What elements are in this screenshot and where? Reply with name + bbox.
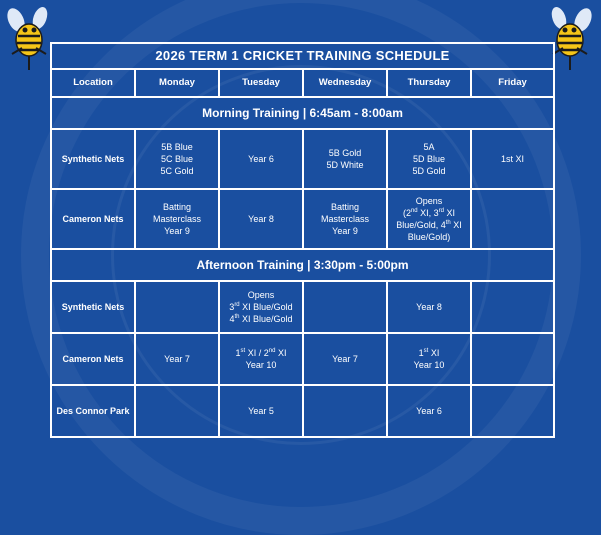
schedule-cell-thursday xyxy=(387,333,471,385)
schedule-entry: (2nd XI, 3rd XI xyxy=(402,208,456,218)
schedule-cell-tuesday xyxy=(219,189,303,249)
header-tuesday: Tuesday xyxy=(219,69,303,97)
schedule-cell-friday xyxy=(471,189,554,249)
schedule-entry: Year 9 xyxy=(164,226,190,236)
schedule-entry: 5A xyxy=(423,142,435,152)
schedule-cell-wednesday xyxy=(303,129,387,189)
schedule-cell-friday xyxy=(471,385,554,437)
schedule-cell-monday xyxy=(135,333,219,385)
table-row xyxy=(51,333,554,385)
schedule-entry: 1st XI / 2nd XI xyxy=(235,348,287,358)
schedule-entry: Year 10 xyxy=(413,360,445,370)
schedule-cell-monday xyxy=(135,129,219,189)
schedule-entry: Batting xyxy=(162,202,192,212)
schedule-entry: Year 9 xyxy=(332,226,358,236)
schedule-entry: Blue/Gold, 4th XI xyxy=(396,220,462,230)
schedule-cell-thursday xyxy=(387,129,471,189)
schedule-entry: Year 10 xyxy=(245,360,277,370)
schedule-entry: Year 6 xyxy=(416,406,442,416)
header-monday: Monday xyxy=(135,69,219,97)
schedule-entry: 1st XI xyxy=(501,154,525,164)
schedule-cell-wednesday xyxy=(303,333,387,385)
table-row xyxy=(51,281,554,333)
schedule-entry: Year 8 xyxy=(248,214,274,224)
schedule-entry: Masterclass xyxy=(320,214,369,224)
schedule-cell-thursday xyxy=(387,189,471,249)
schedule-entry: Year 7 xyxy=(332,354,358,364)
schedule-cell-friday xyxy=(471,281,554,333)
schedule-cell-monday xyxy=(135,281,219,333)
schedule-entry: 5B Blue xyxy=(161,142,193,152)
schedule-entry: 3rd XI Blue/Gold xyxy=(229,302,293,312)
schedule-cell-friday xyxy=(471,333,554,385)
header-thursday: Thursday xyxy=(387,69,471,97)
schedule-cell-wednesday xyxy=(303,385,387,437)
header-wednesday: Wednesday xyxy=(303,69,387,97)
schedule-entry: Year 7 xyxy=(164,354,190,364)
schedule-entry: 5C Gold xyxy=(160,166,194,176)
schedule-entry: 5D White xyxy=(326,160,364,170)
table-row xyxy=(51,129,554,189)
schedule-entry: Opens xyxy=(247,290,275,300)
schedule-entry: 4th XI Blue/Gold xyxy=(229,314,293,324)
schedule-entry: Year 8 xyxy=(416,302,442,312)
location-cell: Des Connor Park xyxy=(51,385,135,437)
schedule-entry: 5D Blue xyxy=(412,154,446,164)
location-cell: Cameron Nets xyxy=(51,189,135,249)
schedule-entry: Masterclass xyxy=(152,214,201,224)
schedule-entry: 5D Gold xyxy=(412,166,446,176)
schedule-entry: Year 6 xyxy=(248,154,274,164)
schedule-cell-thursday xyxy=(387,281,471,333)
afternoon-section-heading: Afternoon Training | 3:30pm - 5:00pm xyxy=(51,249,554,281)
morning-section-heading: Morning Training | 6:45am - 8:00am xyxy=(51,97,554,129)
header-friday: Friday xyxy=(471,69,554,97)
location-cell: Synthetic Nets xyxy=(51,129,135,189)
schedule-cell-wednesday xyxy=(303,281,387,333)
header-row xyxy=(51,69,554,97)
schedule-entry: 5B Gold xyxy=(328,148,362,158)
schedule-cell-tuesday xyxy=(219,385,303,437)
schedule-cell-monday xyxy=(135,385,219,437)
schedule-title: 2026 TERM 1 CRICKET TRAINING SCHEDULE xyxy=(51,43,554,69)
schedule-entry: Blue/Gold) xyxy=(407,232,451,242)
schedule-cell-tuesday xyxy=(219,281,303,333)
schedule-entry: Batting xyxy=(330,202,360,212)
location-cell: Synthetic Nets xyxy=(51,281,135,333)
header-location: Location xyxy=(51,69,135,97)
schedule-cell-wednesday xyxy=(303,189,387,249)
schedule-cell-friday xyxy=(471,129,554,189)
hornet-mascot-icon xyxy=(6,6,52,72)
schedule-entry: Opens xyxy=(415,196,443,206)
training-schedule-table xyxy=(50,42,555,438)
location-cell: Cameron Nets xyxy=(51,333,135,385)
schedule-cell-tuesday xyxy=(219,333,303,385)
table-row xyxy=(51,385,554,437)
schedule-cell-thursday xyxy=(387,385,471,437)
schedule-entry: Year 5 xyxy=(248,406,274,416)
schedule-entry: 1st XI xyxy=(418,348,440,358)
schedule-entry: 5C Blue xyxy=(160,154,194,164)
table-row xyxy=(51,189,554,249)
schedule-cell-monday xyxy=(135,189,219,249)
schedule-cell-tuesday xyxy=(219,129,303,189)
